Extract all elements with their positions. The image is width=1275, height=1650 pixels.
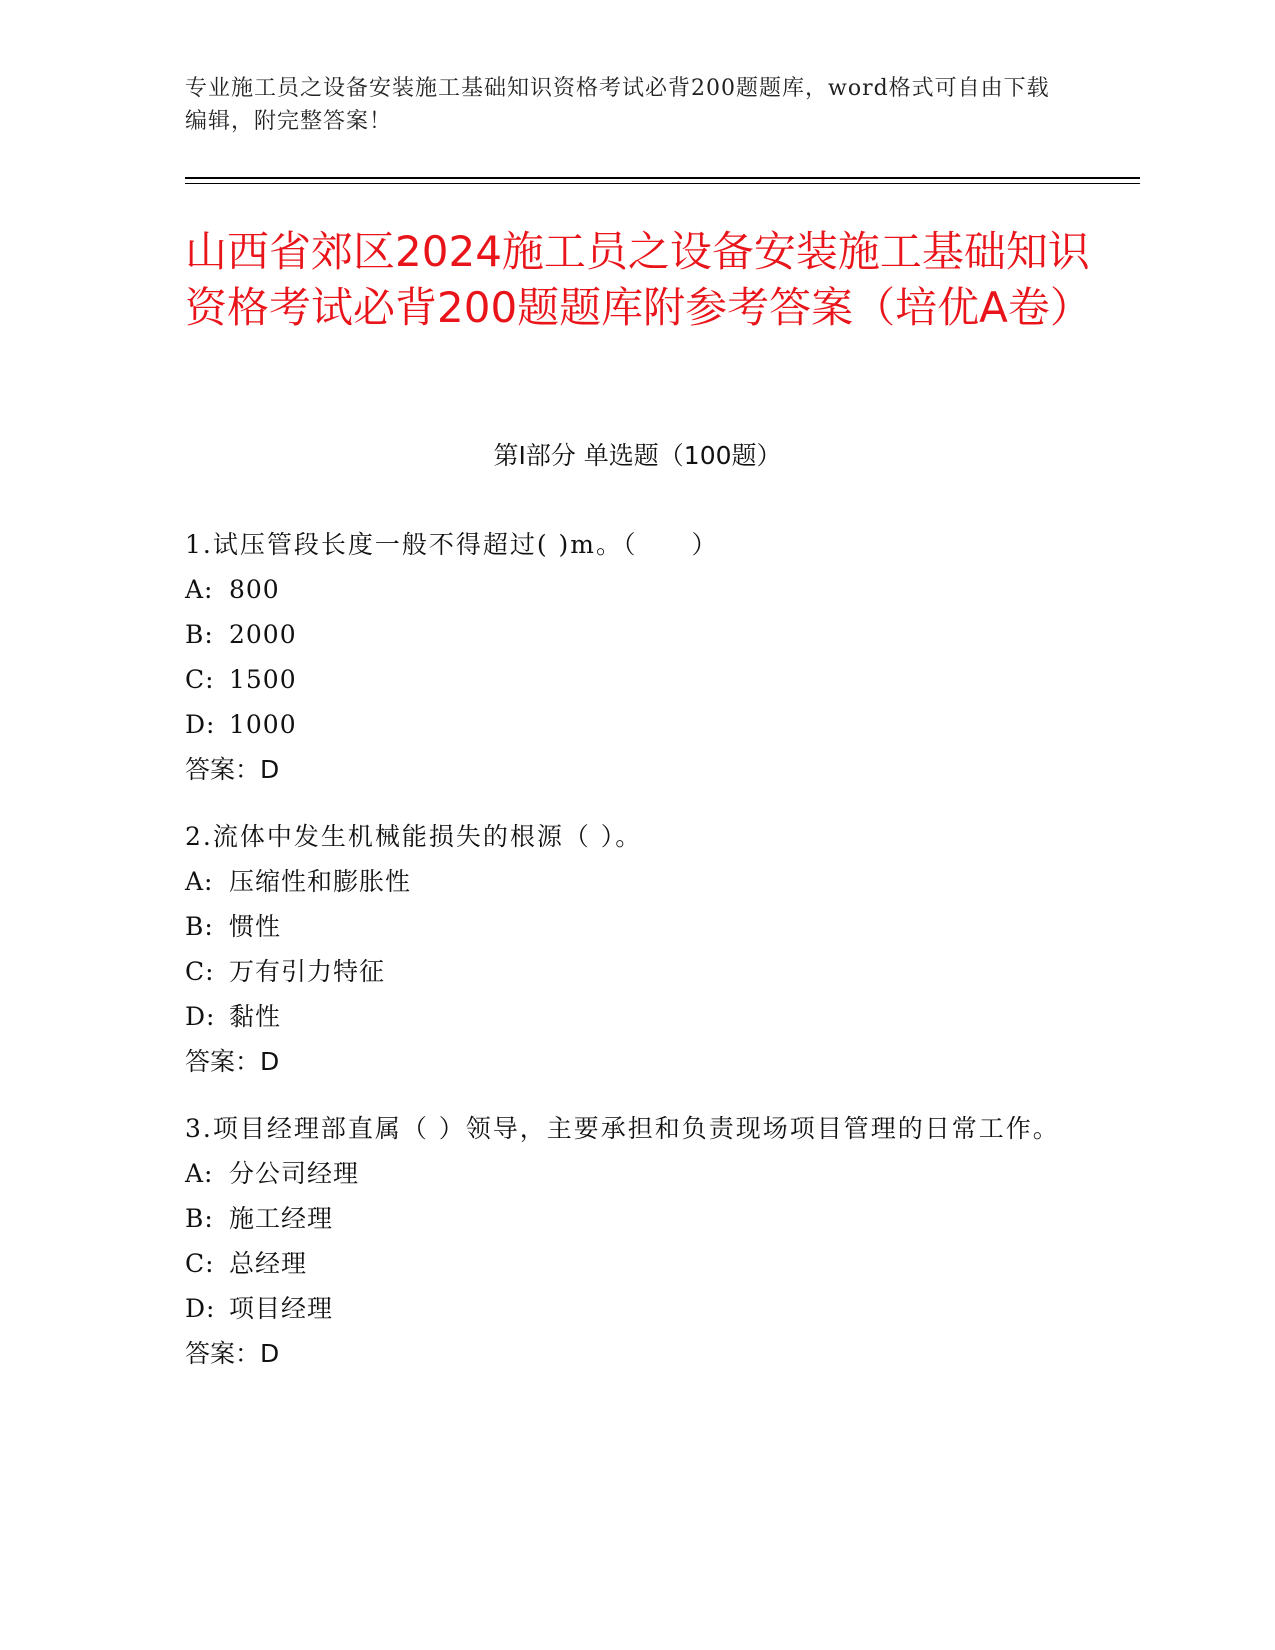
option-c: [185, 1241, 1085, 1286]
question-item: [185, 523, 1085, 793]
question-text: 2.流体中发生机械能损失的根源（ ）。: [185, 822, 643, 851]
option-letter: B:: [185, 912, 214, 941]
option-text: 施工经理: [229, 1204, 334, 1233]
option-d: [185, 702, 1085, 747]
option-letter: C:: [185, 957, 215, 986]
header-divider-thin: [185, 183, 1140, 184]
section-title: 第Ⅰ部分 单选题（100题）: [493, 441, 782, 470]
option-b: [185, 612, 1085, 657]
option-text: 分公司经理: [229, 1159, 360, 1188]
answer-line: 答案：D: [185, 1047, 280, 1076]
option-a: [185, 859, 1085, 904]
option-d: [185, 1286, 1085, 1331]
question-text: 3.项目经理部直属（ ）领导，主要承担和负责现场项目管理的日常工作。: [185, 1114, 1060, 1143]
option-text: 项目经理: [229, 1294, 334, 1323]
question-text: 1.试压管段长度一般不得超过( )m。（ ）: [185, 530, 719, 559]
option-a: [185, 1151, 1085, 1196]
option-text: 压缩性和膨胀性: [229, 867, 412, 896]
option-letter: B:: [185, 1204, 214, 1233]
option-letter: D:: [185, 1002, 216, 1031]
option-letter: D:: [185, 710, 216, 739]
option-letter: D:: [185, 1294, 216, 1323]
document-title: 山西省郊区2024施工员之设备安装施工基础知识资格考试必背200题题库附参考答案（培优A卷）: [185, 227, 1092, 332]
option-c: [185, 657, 1085, 702]
header-note: 专业施工员之设备安装施工基础知识资格考试必背200题题库，word格式可自由下载编辑，附完整答案！: [185, 76, 1050, 134]
option-letter: C:: [185, 665, 215, 694]
option-text: 总经理: [229, 1249, 308, 1278]
option-text: 1500: [229, 665, 297, 694]
option-text: 1000: [229, 710, 297, 739]
option-text: 万有引力特征: [229, 957, 386, 986]
option-text: 黏性: [229, 1002, 282, 1031]
option-text: 惯性: [229, 912, 282, 941]
option-letter: A:: [185, 1159, 214, 1188]
option-letter: C:: [185, 1249, 215, 1278]
option-letter: A:: [185, 867, 214, 896]
question-list: [185, 523, 1085, 1399]
question-item: [185, 1107, 1085, 1377]
option-b: [185, 1196, 1085, 1241]
option-c: [185, 949, 1085, 994]
option-letter: B:: [185, 620, 214, 649]
question-item: [185, 815, 1085, 1085]
option-d: [185, 994, 1085, 1039]
option-letter: A:: [185, 575, 214, 604]
option-a: [185, 567, 1085, 612]
option-text: 800: [229, 575, 280, 604]
answer-line: 答案：D: [185, 1339, 280, 1368]
option-text: 2000: [229, 620, 297, 649]
option-b: [185, 904, 1085, 949]
answer-line: 答案：D: [185, 755, 280, 784]
header-divider-thick: [185, 177, 1140, 179]
